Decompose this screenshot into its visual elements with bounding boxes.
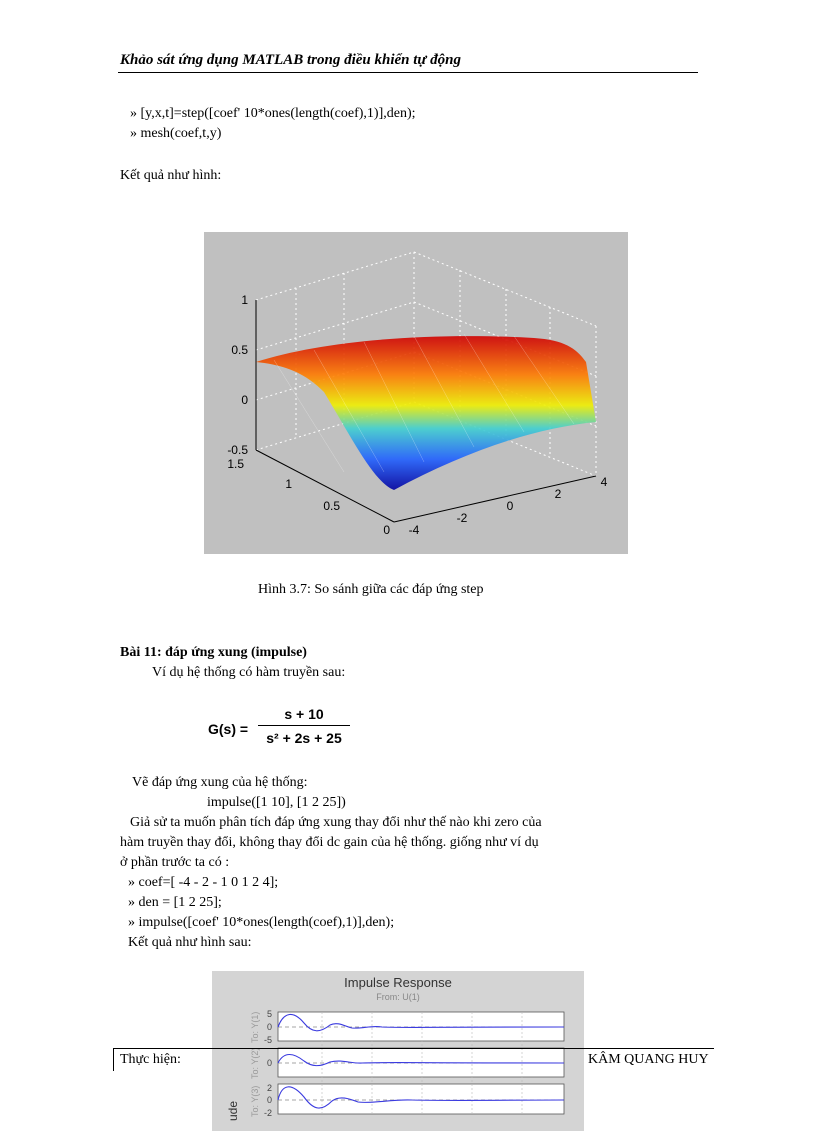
plot-subtitle: From: U(1) xyxy=(376,992,420,1002)
y-tick: -2 xyxy=(263,1108,272,1118)
x-tick: 0 xyxy=(506,499,514,513)
code-line: » [y,x,t]=step([coef' 10*ones(length(coef),1)],den); xyxy=(130,106,416,121)
body-text: hàm truyền thay đổi, không thay đổi dc gain của hệ thống. giống như ví dụ xyxy=(120,835,539,850)
y-tick: 5 xyxy=(266,1009,272,1019)
y-tick: -5 xyxy=(263,1035,272,1045)
y-tick: 1.5 xyxy=(227,457,244,471)
z-tick: -0.5 xyxy=(227,443,248,457)
body-text: Vẽ đáp ứng xung của hệ thống: xyxy=(132,775,308,790)
x-tick: 2 xyxy=(554,487,562,501)
channel-label: To: Y(3) xyxy=(250,1085,260,1117)
z-tick: 1 xyxy=(241,293,248,307)
y-tick: 0 xyxy=(383,523,390,537)
section-title: Bài 11: đáp ứng xung (impulse) xyxy=(120,645,307,660)
y-tick: 0 xyxy=(266,1095,272,1105)
result-text: Kết quả như hình: xyxy=(120,168,222,183)
footer-right: KÂM QUANG HUY xyxy=(588,1052,709,1067)
x-tick: -2 xyxy=(456,511,468,525)
mesh-figure xyxy=(204,232,628,554)
y-tick: 0.5 xyxy=(323,499,340,513)
z-tick: 0 xyxy=(241,393,248,407)
footer-left: Thực hiện: xyxy=(120,1052,181,1067)
code-line: » mesh(coef,t,y) xyxy=(130,126,222,141)
code-line: impulse([1 10], [1 2 25]) xyxy=(207,795,346,810)
page-header-title: Khảo sát ứng dụng MATLAB trong điều khiển tự động xyxy=(120,52,461,68)
y-tick: 2 xyxy=(266,1083,272,1093)
formula-numerator: s + 10 xyxy=(284,706,324,722)
section-intro: Ví dụ hệ thống có hàm truyền sau: xyxy=(152,665,346,680)
body-text: Giả sử ta muốn phân tích đáp ứng xung thay đổi như thế nào khi zero của xyxy=(130,815,542,830)
formula-denominator: s² + 2s + 25 xyxy=(266,730,342,746)
header-rule xyxy=(118,72,698,73)
result-text: Kết quả như hình sau: xyxy=(128,935,252,950)
x-tick: 4 xyxy=(600,475,608,489)
channel-label: To: Y(1) xyxy=(250,1011,260,1043)
y-tick: 0 xyxy=(266,1058,272,1068)
code-line: » coef=[ -4 - 2 - 1 0 1 2 4]; xyxy=(128,875,279,890)
plot-title: Impulse Response xyxy=(344,975,452,990)
formula-lhs: G(s) = xyxy=(208,721,249,737)
channel-label: To: Y(2) xyxy=(250,1047,260,1079)
code-line: » impulse([coef' 10*ones(length(coef),1)],den); xyxy=(128,915,395,930)
body-text: ở phần trước ta có : xyxy=(120,855,230,870)
y-tick: 1 xyxy=(285,477,292,491)
y-tick: 0 xyxy=(266,1022,272,1032)
code-line: » den = [1 2 25]; xyxy=(128,895,222,910)
mesh-plot xyxy=(204,232,628,554)
figure-caption: Hình 3.7: So sánh giữa các đáp ứng step xyxy=(258,582,484,597)
x-tick: -4 xyxy=(408,523,420,537)
y-axis-label: ude xyxy=(226,1100,240,1121)
z-tick: 0.5 xyxy=(231,343,248,357)
fraction-bar xyxy=(258,725,350,726)
